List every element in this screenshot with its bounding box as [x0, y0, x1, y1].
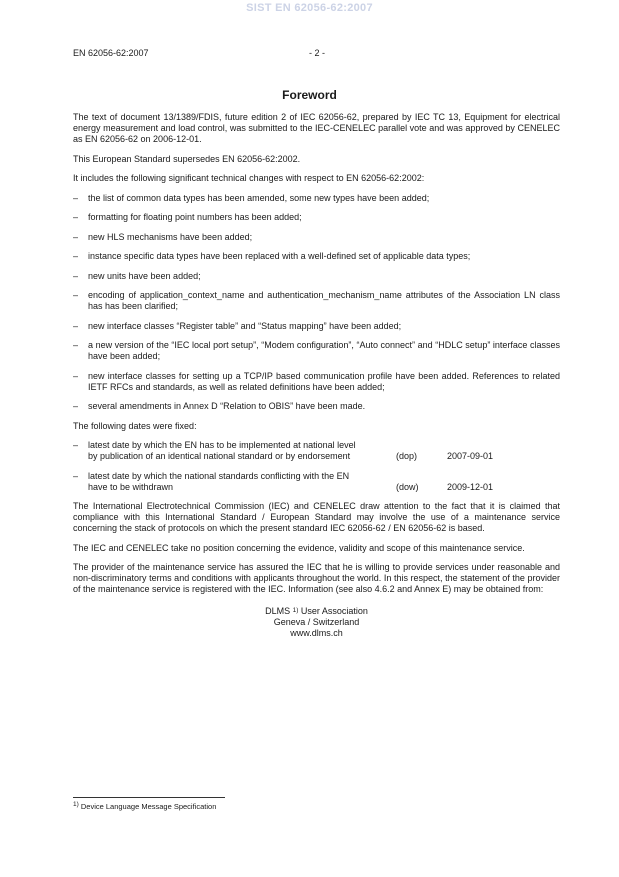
dates-intro: The following dates were fixed:: [73, 420, 197, 431]
list-item-text: instance specific data types have been replaced with a well-defined set of applicable data types;: [88, 251, 471, 261]
list-item-text: several amendments in Annex D “Relation to OBIS” have been made.: [88, 401, 366, 411]
contact-address: [73, 606, 560, 639]
list-item-text: new HLS mechanisms have been added;: [88, 231, 253, 242]
date-value: 2009-12-01: [447, 481, 494, 492]
dash-bullet: –: [73, 231, 79, 242]
list-item: [73, 371, 560, 393]
dash-bullet: –: [73, 320, 79, 331]
dash-bullet: –: [73, 192, 79, 203]
closing-paragraph: The provider of the maintenance service has assured the IEC that he is willing to provide services under reasonable and non-discriminatory terms and conditions with applicants throughout the world. In this respect, the statement of the provider of the maintenance service is registered with the IEC. Information (see also 4.6.2 and Annex E) may be obtained from:: [73, 562, 560, 594]
city-line: Geneva / Switzerland: [273, 617, 360, 627]
date-row-dop: [73, 440, 560, 462]
watermark: SIST EN 62056-62:2007: [246, 2, 373, 14]
header-doc-id: EN 62056-62:2007: [73, 48, 149, 58]
website-line: www.dlms.ch: [290, 628, 343, 638]
intro-paragraph: It includes the following significant technical changes with respect to EN 62056-62:2002:: [73, 173, 425, 183]
list-item: [73, 340, 560, 362]
list-item-text: new interface classes for setting up a TCP/IP based communication profile have been added. References to related IETF RFCs and standards, as well as related definitions have been added;: [88, 370, 560, 392]
date-value: 2007-09-01: [447, 451, 494, 461]
dash-bullet: –: [73, 440, 79, 450]
footnote: [73, 802, 216, 811]
list-item: [73, 290, 560, 312]
list-item-text: new units have been added;: [88, 270, 201, 281]
list-item: [73, 251, 560, 262]
dash-bullet: –: [73, 290, 79, 300]
changes-list: [73, 193, 560, 413]
list-item-text: a new version of the “IEC local port setup”, “Modem configuration”, “Auto connect” and “HDLC setup” interface classes have been added;: [88, 340, 560, 361]
list-item: [73, 212, 560, 223]
org-line: [73, 606, 560, 617]
dash-bullet: –: [73, 401, 79, 411]
intro-paragraph: This European Standard supersedes EN 62056-62:2002.: [73, 153, 301, 164]
list-item-text: new interface classes “Register table” and “Status mapping” have been added;: [88, 320, 402, 331]
date-code: (dop): [396, 451, 418, 461]
org-suffix: User Association: [298, 606, 368, 616]
org-prefix: DLMS: [265, 606, 293, 616]
dash-bullet: –: [73, 270, 79, 281]
date-row-dow: [73, 471, 560, 493]
date-code: (dow): [396, 481, 419, 492]
list-item-text: the list of common data types has been amended, some new types have been added;: [88, 192, 430, 203]
date-description: latest date by which the EN has to be implemented at national level by publication of an identical national standard or by endorsement: [88, 440, 356, 461]
dash-bullet: –: [73, 340, 79, 350]
footnote-text: Device Language Message Specification: [78, 802, 217, 811]
closing-paragraph: The International Electrotechnical Commission (IEC) and CENELEC draw attention to the fact that it is claimed that compliance with this International Standard / European Standard may involve the use of a maintenance service concerning the stack of protocols on which the present standard IEC 62056-62 / EN 62056-62 is based.: [73, 501, 560, 533]
list-item: [73, 321, 560, 332]
list-item: [73, 271, 560, 282]
header-page-number: - 2 -: [309, 48, 326, 58]
list-item: [73, 232, 560, 243]
closing-paragraph: The IEC and CENELEC take no position concerning the evidence, validity and scope of this maintenance service.: [73, 542, 525, 553]
list-item-text: formatting for floating point numbers has been added;: [88, 212, 302, 222]
dash-bullet: –: [73, 470, 79, 481]
intro-paragraph: The text of document 13/1389/FDIS, future edition 2 of IEC 62056-62, prepared by IEC TC 13, Equipment for electrical energy measurement and load control, was submitted to the IEC-CENELEC parallel vote and was approved by CENELEC as EN 62056-62 on 2006-12-01.: [73, 112, 560, 144]
footnote-mark: 1): [73, 801, 79, 808]
list-item-text: encoding of application_context_name and authentication_mechanism_name attributes of the Association LN class has has been clarified;: [88, 290, 560, 311]
dash-bullet: –: [73, 251, 79, 261]
foreword-body: [73, 112, 560, 639]
list-item: [73, 401, 560, 412]
dash-bullet: –: [73, 370, 79, 381]
date-description: latest date by which the national standards conflicting with the EN have to be withdrawn: [88, 470, 350, 492]
dash-bullet: –: [73, 212, 79, 222]
page-title: Foreword: [282, 88, 337, 102]
footnote-reference: 1): [292, 607, 299, 614]
list-item: [73, 193, 560, 204]
footnote-divider: [73, 797, 225, 798]
